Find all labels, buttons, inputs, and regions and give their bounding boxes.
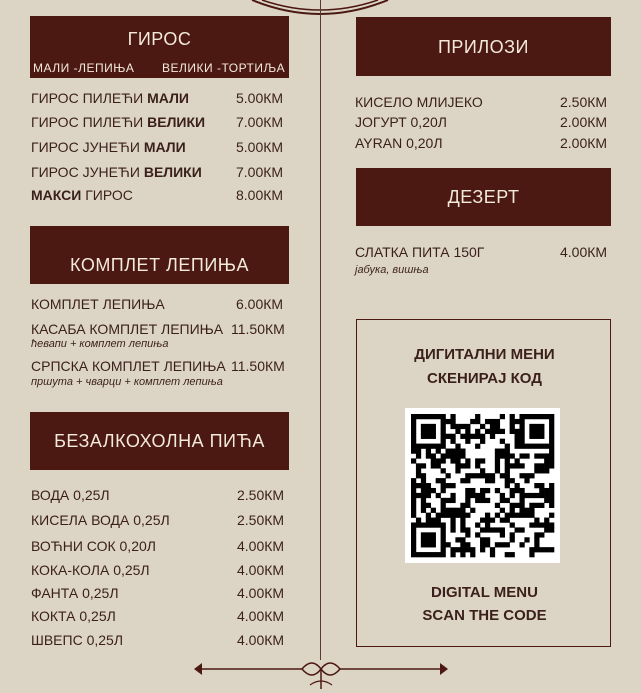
qr-code-icon: [405, 408, 560, 563]
menu-item-price: 2.00КМ: [560, 135, 608, 151]
menu-item-name: ЈОГУРТ 0,20Л: [355, 114, 447, 130]
drinks-header: [30, 412, 289, 470]
menu-item-price: 7.00КМ: [236, 114, 284, 130]
dezert-title: ДЕЗЕРТ: [447, 187, 520, 207]
menu-item-name: КИСЕЛО МЛИЈЕКО: [355, 94, 483, 110]
menu-item-name: ВОДА 0,25Л: [31, 487, 110, 503]
menu-item-price: 6.00КМ: [236, 296, 284, 312]
menu-item-price: 4.00КМ: [237, 632, 285, 648]
giros-title: ГИРОС: [127, 29, 192, 49]
menu-item-name: ФАНТА 0,25Л: [31, 585, 119, 601]
menu-item-name: КОКА-КОЛА 0,25Л: [31, 562, 150, 578]
komplet-title: КОМПЛЕТ ЛЕПИЊА: [70, 255, 249, 275]
menu-item-price: 2.50КМ: [237, 487, 285, 503]
menu-item-price: 11.50КМ: [231, 321, 285, 337]
menu-item-name: ШВЕПС 0,25Л: [31, 632, 124, 648]
menu-item: ГИРОС ПИЛЕЋИ ВЕЛИКИ: [31, 114, 206, 130]
menu-item-price: 7.00КМ: [236, 164, 284, 180]
menu-item-price: 4.00КМ: [237, 562, 285, 578]
menu-item-note: пршута + чварци + комплет лепиња: [31, 376, 223, 388]
dezert-header: [356, 168, 611, 226]
komplet-header: [30, 226, 289, 284]
menu-item-price: 2.50КМ: [560, 94, 608, 110]
menu-item-price: 4.00КМ: [237, 608, 285, 624]
prilozi-header: [356, 17, 611, 76]
menu-item-name: ВОЋНИ СОК 0,20Л: [31, 538, 156, 554]
menu-item-price: 4.00КМ: [560, 244, 608, 260]
giros-sub-left: МАЛИ -ЛЕПИЊА: [33, 61, 135, 75]
menu-item-name: КИСЕЛА ВОДА 0,25Л: [31, 512, 170, 528]
bottom-ornament: [190, 655, 452, 689]
menu-item: ГИРОС ЈУНЕЋИ ВЕЛИКИ: [31, 164, 202, 180]
prilozi-title: ПРИЛОЗИ: [437, 37, 529, 57]
menu-item-name: СРПСКА КОМПЛЕТ ЛЕПИЊА: [31, 358, 226, 374]
menu-item-price: 2.00КМ: [560, 114, 608, 130]
menu-item: ГИРОС ЈУНЕЋИ МАЛИ: [31, 139, 186, 155]
menu-item: МАКСИ ГИРОС: [31, 187, 133, 203]
menu-item-price: 8.00КМ: [236, 187, 284, 203]
giros-header: [30, 16, 289, 78]
qr-title-line2: СКЕНИРАЈ КОД: [427, 370, 542, 387]
qr-code[interactable]: [405, 408, 560, 563]
menu-item-name: КОКТА 0,25Л: [31, 608, 116, 624]
menu-item-price: 11.50КМ: [231, 358, 285, 374]
digital-menu-box: [356, 319, 611, 647]
menu-item-name: AYRAN 0,20Л: [355, 135, 443, 151]
center-divider: [320, 0, 321, 660]
menu-item-note: јабука, вишња: [355, 264, 429, 276]
menu-item-price: 2.50КМ: [237, 512, 285, 528]
menu-item: ГИРОС ПИЛЕЋИ МАЛИ: [31, 90, 189, 106]
menu-item-name: КАСАБА КОМПЛЕТ ЛЕПИЊА: [31, 321, 224, 337]
menu-item-price: 4.00КМ: [237, 585, 285, 601]
menu-item-name: КОМПЛЕТ ЛЕПИЊА: [31, 296, 165, 312]
qr-title-line1: ДИГИТАЛНИ МЕНИ: [414, 346, 555, 363]
qr-en-line1: DIGITAL MENU: [431, 584, 538, 601]
menu-item-price: 5.00КМ: [236, 139, 284, 155]
menu-item-note: ћевапи + комплет лепиња: [31, 338, 169, 350]
menu-item-price: 4.00КМ: [237, 538, 285, 554]
menu-item-price: 5.00КМ: [236, 90, 284, 106]
menu-item-name: СЛАТКА ПИТА 150Г: [355, 244, 485, 260]
drinks-title: БЕЗАЛКОХОЛНА ПИЋА: [54, 431, 265, 451]
giros-sub-right: ВЕЛИКИ -ТОРТИЉА: [162, 61, 286, 75]
qr-en-line2: SCAN THE CODE: [422, 607, 547, 624]
